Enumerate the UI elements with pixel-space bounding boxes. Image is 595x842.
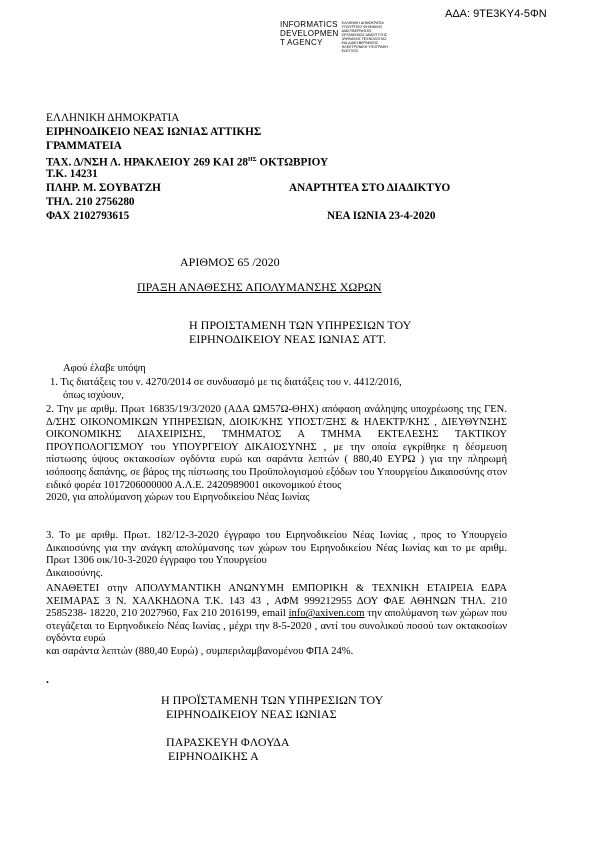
header-contact: ΠΛΗΡ. Μ. ΣΟΥΒΑΤΖΗ (46, 182, 161, 194)
signature-title: Η ΠΡΟΪΣΤΑΜΕΝΗ ΤΩΝ ΥΠΗΡΕΣΙΩΝ ΤΟΥ (161, 693, 384, 707)
document-number: ΑΡΙΘΜΟΣ 65 /2020 (180, 255, 280, 269)
item3-paragraph: 3. Το με αριθμ. Πρωτ. 182/12-3-2020 έγγραφο του Ειρηνοδικείου Νέας Ιωνίας , προς το Υπουργείο Δικαιοσύνης για την ανάγκη απολύμανσης των χώρων του Ειρηνοδικείου Νέας Ιωνίας και το με αριθμ. Πρωτ 1306 οικ/10-3-2020 έγγραφο του Υπουργείου Δικαιοσύνης. (46, 530, 507, 579)
ada-code: ΑΔΑ: 9ΤΕ3ΚΥ4-5ΦΝ (445, 8, 547, 20)
item1-text: 1. Τις διατάξεις του ν. 4270/2014 σε συνδυασμό με τις διατάξεις του ν. 4412/2016, (50, 377, 402, 388)
signature-role: ΕΙΡΗΝΟΔΙΚΗΣ Α (168, 749, 259, 763)
authority-line1: Η ΠΡΟΙΣΤΑΜΕΝΗ ΤΩΝ ΥΠΗΡΕΣΙΩΝ ΤΟΥ (189, 318, 412, 332)
header-date: ΝΕΑ ΙΩΝΙΑ 23-4-2020 (327, 210, 436, 222)
assignment-paragraph: ΑΝΑΘΕΤΕΙ στην ΑΠΟΛΥΜΑΝΤΙΚΗ ΑΝΩΝΥΜΗ ΕΜΠΟΡΙΚΗ & ΤΕΧΝΙΚΗ ΕΤΑΙΡΕΙΑ ΕΔΡΑ ΧΕΙΜΑΡΑΣ 3 Ν. ΧΑΛΚΗΔΟΝΑ Τ.Κ. 143 43 , ΑΦΜ 999212955 ΔΟΥ ΦΑΕ ΑΘΗΝΩΝ ΤΗΛ. 210 2585238- 18220, 210 2027960, Fax 210 2016199, email info@axiven.com την απολύμανση των χώρων που στεγάζεται το Ειρηνοδικείο Νέας Ιωνίας , μέχρι την 8-5-2020 , αντί του συνολικού ποσού των οκτακοσίων ογδόντα ευρώ και σαράντα λεπτών (880,40 Ευρώ) , συμπεριλαμβανομένου ΦΠΑ 24%. (46, 583, 508, 657)
document-title: ΠΡΑΞΗ ΑΝΑΘΕΣΗΣ ΑΠΟΛΥΜΑΝΣΗΣ ΧΩΡΩΝ (137, 280, 382, 294)
signature-court: ΕΙΡΗΝΟΔΙΚΕΙΟΥ ΝΕΑΣ ΙΩΝΙΑΣ (166, 707, 337, 721)
authority-line2: ΕΙΡΗΝΟΔΙΚΕΙΟΥ ΝΕΑΣ ΙΩΝΙΑΣ ΑΤΤ. (189, 332, 387, 346)
logo-sub-text: ΕΛΛΗΝΙΚΗ ΔΗΜΟΚΡΑΤΙΑ ΥΠΟΥΡΓΕΙΟ ΨΗΦΙΑΚΗΣ ΔΙΑΚΥΒΕΡΝΗΣΗΣ ΟΡΓΑΝΙΣΜΟΣ ΑΝΑΠΤΥΞΗΣ ΨΗΦΙΑΚΗΣ ΤΕΧΝΟΛΟΓΙΑΣ ΚΑΙ ΔΙΑΚΥΒΕΡΝΗΣΗΣ ΗΛΕΚΤΡΟΝΙΚΗ ΥΠΟΓΡΑΦΗ ΕΛΕΓΧΟΣ (341, 21, 388, 53)
header-posting-note: ΑΝΑΡΤΗΤΕΑ ΣΤΟ ΔΙΑΔΙΚΤΥΟ (289, 182, 451, 194)
email-link[interactable]: info@axiven.com (288, 608, 365, 620)
signature-name: ΠΑΡΑΣΚΕΥΗ ΦΛΟΥΔΑ (166, 735, 290, 749)
header-fax: ΦΑΧ 2102793615 (46, 210, 130, 222)
item1-continuation: όπως ισχύουν, (63, 390, 124, 401)
header-secretariat: ΓΡΑΜΜΑΤΕΙΑ (46, 140, 122, 152)
header-postal-code: Τ.Κ. 14231 (46, 168, 98, 180)
logo-main-text: INFORMATICS DEVELOPMEN T AGENCY (280, 20, 339, 47)
header-court: ΕΙΡΗΝΟΔΙΚΕΙΟ ΝΕΑΣ ΙΩΝΙΑΣ ΑΤΤΙΚΗΣ (46, 126, 262, 138)
informatics-agency-logo (280, 20, 388, 53)
intro-text: Αφού έλαβε υπόψη (63, 363, 146, 374)
separator-dot: . (46, 672, 49, 686)
item2-paragraph: 2. Την με αριθμ. Πρωτ 16835/19/3/2020 (ΑΔΑ ΩΜ57Ω-ΘΗΧ) απόφαση ανάληψης υποχρέωσης της ΓΕΝ. Δ/ΣΗΣ ΟΙΚΟΝΟΜΙΚΩΝ ΥΠΗΡΕΣΙΩΝ, ΔΙΟΙΚ/ΚΗΣ ΥΠΟΣΤ/ΞΗΣ & ΗΛΕΚΤΡ/ΚΗΣ , ΔΙΕΥΘΥΝΣΗΣ ΟΙΚΟΝΟΜΙΚΗΣ ΔΙΑΧΕΙΡΙΣΗΣ, ΤΜΗΜΑΤΟΣ Α ΤΜΗΜΑ ΕΚΤΕΛΕΣΗΣ ΤΑΚΤΙΚΟΥ ΠΡΟΥΠΟΛΟΓΙΣΜΟΥ του ΥΠΟΥΡΓΕΙΟΥ ΔΙΚΑΙΟΣΥΝΗΣ , με την οποία εγκρίθηκε η δέσμευση πίστωσης ύψους οκτακοσίων ογδόντα ευρώ και σαράντα λεπτών ( 880,40 ΕΥΡΩ ) για την πληρωμή ισόποσης δαπάνης, σε βάρος της πίστωσης του Προϋπολογισμού εξόδων του Υπουργείου Δικαιοσύνης στον ειδικό φορέα 1017206000000 Α.Λ.Ε. 2420989001 οικονομικού έτους 2020, για απολύμανση χώρων του Ειρηνοδικείου Νέας Ιωνίας (46, 404, 507, 504)
header-address: ΤΑΧ. Δ/ΝΣΗ Λ. ΗΡΑΚΛΕΙΟΥ 269 ΚΑΙ $28^{H\Sigma}$ ΟΚΤΩΒΡΙΟΥ (46, 156, 329, 169)
header-phone: ΤΗΛ. 210 2756280 (46, 196, 135, 208)
header-republic: ΕΛΛΗΝΙΚΗ ΔΗΜΟΚΡΑΤΙΑ (46, 112, 180, 124)
